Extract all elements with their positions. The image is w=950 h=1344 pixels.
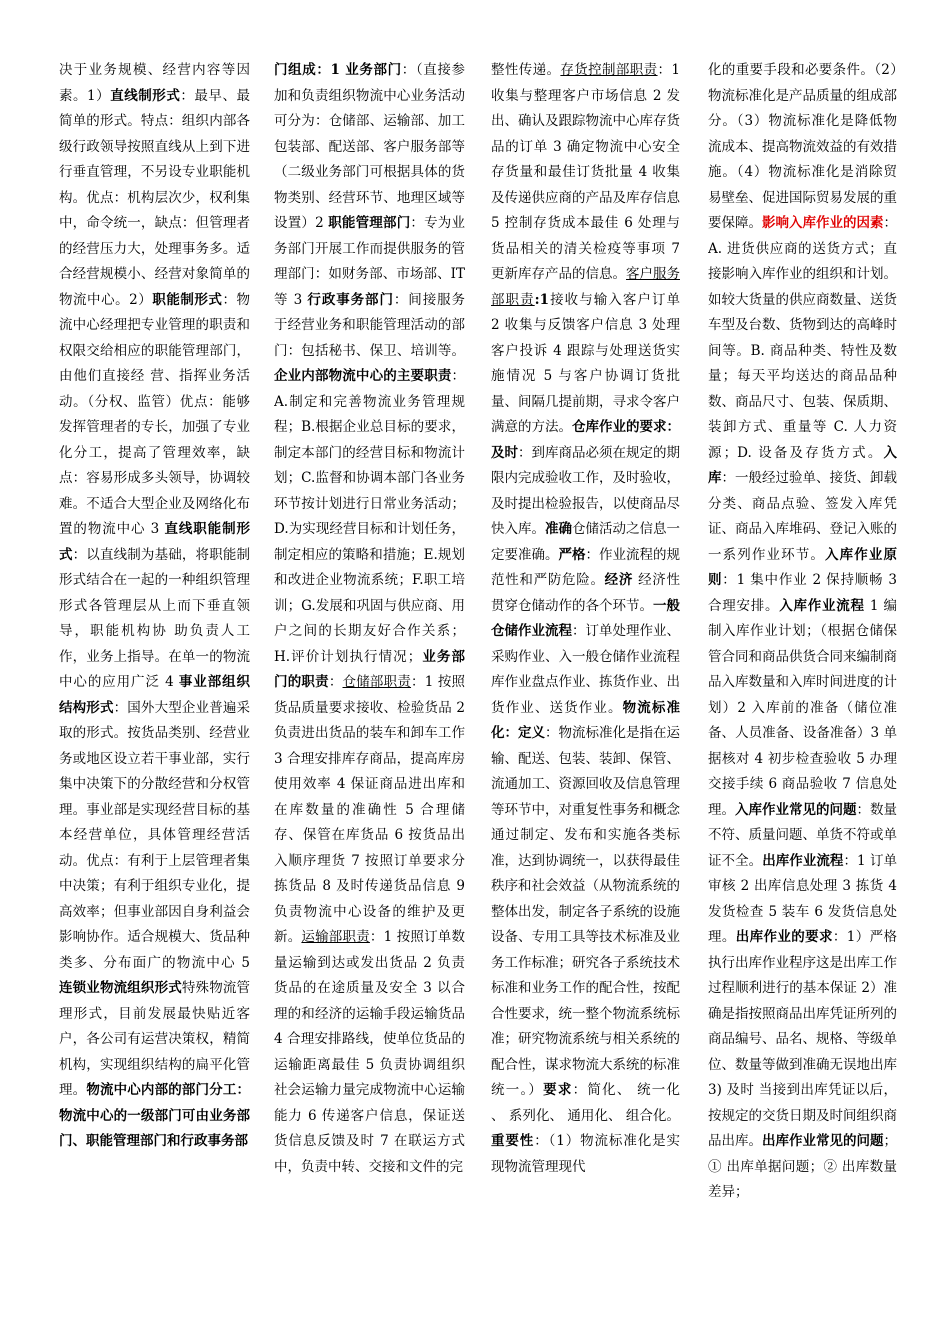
text-run: 经济性贯穿仓储动作的各个环节。 [491, 572, 680, 614]
text-run: ：订单处理作业、采购作业、入一般仓储作业流程库作业盘点作业、拣货作业、出货作业、送货作业。 [491, 623, 680, 716]
text-run: ：物流中心经理把专业管理的职责和权限交给相应的职能管理部门，由他们直接经 营、指挥业务活动。（分权、监管）优点：能够发挥管理者的专长，加强了专业化分工，提高了管理效率，缺点：容易形成多头领导，协调较难。不适合大型企业及网络化布置的物流中心 3 [59, 291, 250, 537]
bold-heading: 企业内部物流中心的主要职责 [274, 368, 452, 384]
text-run: ：1 按照订单数量运输到达或发出货品 2 负责货品的在途质量及安全 3 以合理的和经济的运输手段运输货品 4 合理安排路线，使单位货品的运输距离最佳 5 负责协调组织社会运输力量完成物流中心运输能力 6 传递客户信息，保证送货信息反馈及时 7 在联运方式中，负责中转、交接和文件的完 [274, 929, 465, 1175]
bold-heading: 出库作业常见的问题 [762, 1133, 884, 1149]
bold-heading: 入库作业常见的问题 [735, 801, 857, 818]
text-run: ：A. 进货供应商的送货方式；直接影响入库作业的组织和计划。如较大货量的供应商数量、送货车型及台数、货物到达的高峰时间等。B. 商品种类、特性及数量；每天平均送达的商品品种数、商品尺寸、包装、保质期、装卸方式、重量等 C. 人力资源；D. 设备及存货方式。 [708, 215, 897, 461]
bold-heading: 连锁业物流组织形式 [59, 980, 182, 996]
text-run: ；① 出库单据问题；② 出库数量差异； [708, 1133, 897, 1200]
text-run: ：1 按照货品质量要求接收、检验货品 2 负责进出货品的装车和卸车工作 3 合理安排库存商品，提高库房使用效率 4 保证商品进出库和在库数量的准确性 5 合理储存、保管在库货品 6 按货品出入顺序理货 7 按照订单要求分拣货品 8 及时传递货品信息 9 负责物流中心设备的维护及更新。 [274, 674, 465, 945]
text-run: 仓储活动之信息一定要准确。 [491, 521, 680, 563]
bold-heading: 一般仓储作业流程 [491, 597, 680, 639]
bold-heading: 物流标准化：定义 [491, 699, 680, 741]
bold-heading: 严格 [558, 546, 586, 563]
underlined-heading: 客户服务部职责 [491, 266, 680, 308]
text-run: ：一般经过验单、接货、卸载分类、商品点验、签发入库凭证、商品入库堆码、登记入账的一系列作业环节。 [708, 470, 897, 563]
text-run: ：专为业务部门开展工作而提供服务的管理部门：如财务部、市场部、IT 等 3 [274, 215, 465, 308]
underlined-heading: 仓储部职责 [342, 674, 412, 690]
text-run: ：到库商品必须在规定的期限内完成验收工作，及时验收，及时提出检验报告，以使商品尽快入库。 [491, 444, 680, 537]
bold-heading: 行政事务部门 [307, 291, 394, 308]
text-run: ：最早、最简单的形式。特点：组织内部各级行政领导按照直线从上到下进行垂直管理，不另设专业职能机构。优点：机构层次少，权利集中，命令统一，缺点：但管理者的经营压力大，处理事务多。适合经营规模小、经营对象简单的物流中心。2） [59, 87, 250, 308]
red-heading: 影响入库作业的因素 [762, 215, 884, 231]
bold-heading: 事业部组织结构形式 [59, 674, 250, 716]
bold-heading: 门组成：1 业务部门 [274, 62, 402, 78]
text-column-3 [491, 58, 680, 1338]
text-run: 决于业务规模、经营内容等因素。1） [59, 62, 250, 104]
bold-heading: 经济 [604, 572, 634, 588]
text-run: 化的重要手段和必要条件。（2）物流标准化是产品质量的组成部分。（3）物流标准化是降低物流成本、提高物流效益的有效措施。（4）物流标准化是消除贸易壁垒、促进国际贸易发展的重要保障。 [708, 62, 897, 231]
text-run: 整性传递。 [491, 62, 561, 78]
text-run: ：1 集中作业 2 保持顺畅 3 合理安排。 [708, 572, 897, 614]
bold-heading: 出库作业的要求 [735, 929, 833, 945]
text-run: ：A.制定和完善物流业务管理规程；B.根据企业总目标的要求，制定本部门的经营目标和物流计划；C.监督和协调本部门各业务环节按计划进行日常业务活动；D.为实现经营目标和计划任务，制定相应的策略和措施；E.规划和改进企业物流系统；F.职工培训；G.发展和巩固与供应商、用户之间的长期友好合作关系；H.评价计划执行情况； [274, 368, 465, 665]
bold-heading: 出库作业流程 [762, 852, 844, 869]
text-column-1 [59, 58, 250, 1338]
bold-heading: 入库作业流程 [779, 597, 865, 614]
bold-heading: 入库 [708, 444, 897, 486]
text-run: ：作业流程的规范性和严防危险。 [491, 546, 680, 588]
text-run: ： [328, 674, 343, 690]
bold-heading: 职能管理部门 [328, 215, 411, 231]
bold-heading: 职能制形式 [152, 291, 223, 308]
text-run: ：1 订单审核 2 出库信息处理 3 拣货 4 发货检查 5 装车 6 发货信息处理。 [708, 852, 897, 945]
text-run: ：1）严格执行出库作业程序这是出库工作过程顺利进行的基本保证 2）准确是指按照商品出库凭证所列的商品编号、品名、规格、等级单位、数量等做到准确无误地出库 3) 及时 当接到出库凭证以后，按规定的交货日期及时间组织商品出库。 [708, 929, 897, 1149]
bold-heading: 要求 [543, 1082, 573, 1098]
text-column-4 [708, 58, 897, 1338]
text-run: 接收与输入客户订单 2 收集与反馈客户信息 3 处理客户投诉 4 跟踪与处理送货实施情况 5 与客户协调订货批量、间隔几提前期，寻求令客户满意的方法。 [491, 291, 680, 435]
text-run: ：国外大型企业普遍采取的形式。按货品类别、经营业务或地区设立若干事业部，实行集中决策下的分散经营和分权管理。事业部是实现经营目标的基本经营单位，具体管理经营活动。优点：有利于上层管理者集中决策；有利于组织专业化，提高效率；但事业部因自身利益会影响协作。适合规模大、货品种类多、分布面广的物流中心 5 [59, 699, 250, 971]
text-run: 特殊物流管理形式，目前发展最快贴近客户，各公司有运营决策权，精简机构，实现组织结构的扁平化管理。 [59, 980, 250, 1098]
bold-heading: 直线制形式 [110, 87, 181, 104]
bold-heading: 直线职能制形式 [59, 521, 250, 563]
underlined-heading: 存货控制部职责 [560, 62, 658, 78]
bold-heading: 准确 [545, 521, 572, 537]
text-run: ：（1）物流标准化是实现物流管理现代 [491, 1133, 680, 1175]
bold-heading: :1 [534, 291, 550, 308]
bold-heading: 仓库作业的要求： 及时 [491, 419, 680, 461]
text-column-2 [274, 58, 465, 1338]
text-run: ：数量不符、质量问题、单货不符或单证不全。 [708, 801, 897, 869]
text-run: ：1 收集与整理客户市场信息 2 发出、确认及跟踪物流中心库存货品的订单 3 确定物流中心安全存货量和最佳订货批量 4 收集及传递供应商的产品及库存信息 5 控制存货成本最佳 6 处理与货品相关的清关检疫等事项 7 更新库存产品的信息。 [491, 62, 680, 282]
bold-heading: 入库作业原则 [708, 546, 897, 588]
text-run: ：物流标准化是指在运输、配送、包装、装卸、保管、流通加工、资源回收及信息管理等环节中，对重复性事务和概念通过制定、发布和实施各类标准，达到协调统一，以获得最佳秩序和社会效益（从物流系统的整体出发，制定各子系统的设施设备、专用工具等技术标准及业务工作标准；研究各子系统技术标准和业务工作的配合性，按配合性要求，统一整个物流系统标准；研究物流系统与相关系统的配合性，谋求物流大系统的标准统一。） [491, 725, 680, 1098]
bold-heading: 业务部门的职责 [274, 648, 465, 690]
text-run: 1 编制入库作业计划；（根据仓储保管合同和商品供货合同来编制商品入库数量和入库时间进度的计划）2 入库前的准备（储位准备、人员准备、设备准备）3 单据核对 4 初步检查验收 5 办理交接手续 6 商品验收 7 信息处理。 [708, 597, 897, 818]
text-run: ：间接服务于经营业务和职能管理活动的部门：包括秘书、保卫、培训等。 [274, 291, 465, 359]
bold-heading: 物流中心内部的部门分工：物流中心的一级部门可由业务部门、职能管理部门和行政事务部 [59, 1082, 250, 1149]
text-run: ：（直接参加和负责组织物流中心业务活动可分为：仓储部、运输部、加工包装部、配送部、客户服务部等（二级业务部门可根据具体的货物类别、经营环节、地理区域等设置）2 [274, 62, 465, 231]
bold-heading: 重要性 [491, 1133, 535, 1149]
text-run: ：以直线制为基础，将职能制形式结合在一起的一种组织管理形式各管理层从上而下垂直领导，职能机构协 助负责人工作，业务上指导。在单一的物流中心的应用广泛 4 [59, 546, 250, 690]
text-run: ：简化、 统一化 、 系列化、 通用化、 组合化。 [491, 1082, 680, 1124]
underlined-heading: 运输部职责 [301, 929, 370, 945]
